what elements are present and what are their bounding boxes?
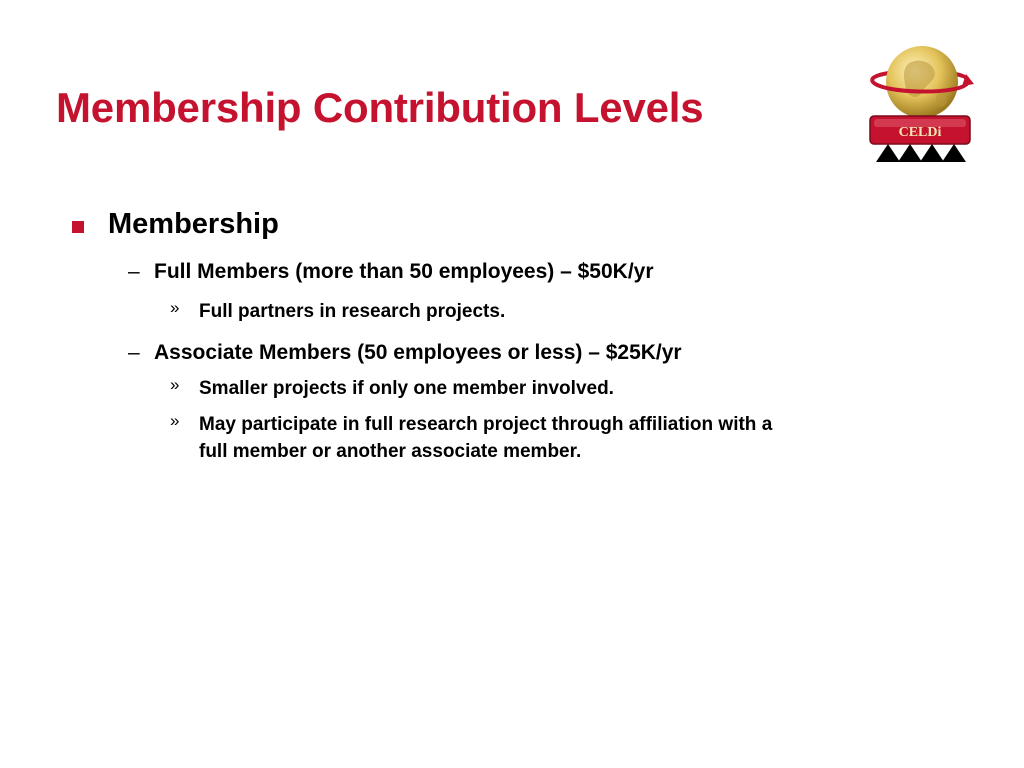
detail-text: Full partners in research projects. <box>199 301 506 322</box>
subitem-text: Full Members (more than 50 employees) – $50K/yr <box>154 260 654 283</box>
dash-marker: – <box>128 260 140 283</box>
bullet-text: Membership <box>108 208 279 240</box>
logo-text: CELDi <box>898 125 942 140</box>
celdi-logo <box>864 40 976 164</box>
chevron-marker: » <box>170 375 180 394</box>
slide-title: Membership Contribution Levels <box>56 84 704 131</box>
chevron-marker: » <box>170 411 180 430</box>
square-bullet-icon <box>72 221 84 233</box>
detail-text: May participate in full research project through affiliation with a <box>199 414 773 435</box>
chevron-marker: » <box>170 298 180 317</box>
dash-marker: – <box>128 341 140 364</box>
detail-text-continued: full member or another associate member. <box>199 441 582 462</box>
detail-text: Smaller projects if only one member involved. <box>199 378 614 399</box>
subitem-text: Associate Members (50 employees or less) – $25K/yr <box>154 341 682 364</box>
